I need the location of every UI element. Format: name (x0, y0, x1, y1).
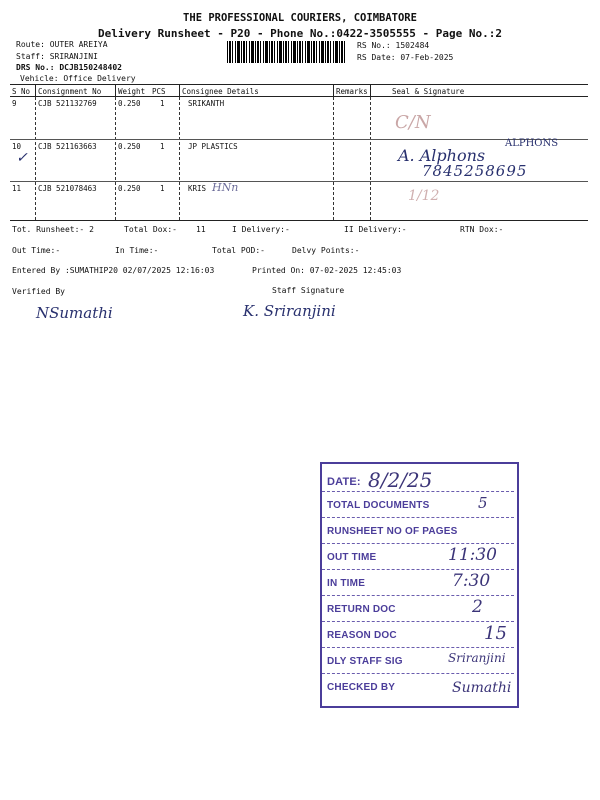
total-dox-value: 11 (196, 225, 206, 234)
table-row-weight: 0.250 (118, 184, 141, 193)
col-header-remarks: Remarks (336, 87, 368, 96)
staff-label: Staff: SRIRANJINI (16, 52, 98, 61)
stamp-label-in-time: IN TIME (327, 578, 366, 589)
table-row-consignee: KRIS (188, 184, 207, 193)
row9-signature: C/N (395, 112, 431, 133)
stamp-label-runsheet-pages: RUNSHEET NO OF PAGES (327, 526, 458, 537)
stamp-divider (322, 569, 514, 570)
stamp-label-dly-staff-sig: DLY STAFF SIG (327, 656, 403, 667)
col-dash (179, 97, 181, 220)
col-sep (333, 84, 334, 97)
stamp-divider (322, 543, 514, 544)
stamp-value-checked-by: Sumathi (452, 680, 512, 696)
rs-date: RS Date: 07-Feb-2025 (357, 53, 454, 62)
table-row-pcs: 1 (160, 99, 165, 108)
vehicle-label: Vehicle: Office Delivery (20, 74, 136, 83)
col-dash (370, 97, 372, 220)
table-row-pcs: 1 (160, 142, 165, 151)
stamp-value-in-time: 7:30 (452, 571, 491, 591)
row11-signature: 1/12 (408, 188, 440, 204)
col-sep (115, 84, 116, 97)
row-divider (10, 139, 588, 140)
col-header-seal: Seal & Signature (392, 87, 465, 96)
runsheet-subtitle: Delivery Runsheet - P20 - Phone No.:0422-3505555 - Page No.:2 (98, 27, 502, 40)
table-row-sno: 11 (12, 184, 22, 193)
col-header-consignee: Consignee Details (182, 87, 259, 96)
col-sep (35, 84, 36, 97)
table-row-consignment: CJB 521078463 (38, 184, 97, 193)
stamp-label-total-documents: TOTAL DOCUMENTS (327, 500, 430, 511)
col-sep (370, 84, 371, 97)
stamp-label-return-doc: RETURN DOC (327, 604, 396, 615)
col-sep (179, 84, 180, 97)
stamp-divider (322, 491, 514, 492)
verified-by-signature: NSumathi (36, 304, 113, 322)
staff-signature-label: Staff Signature (272, 286, 345, 295)
stamp-value-out-time: 11:30 (448, 545, 497, 565)
row10-signature: A. Alphons (398, 146, 486, 165)
stamp-divider (322, 647, 514, 648)
stamp-divider (322, 517, 514, 518)
table-row-sno: 10 (12, 142, 22, 151)
stamp-value-return-doc: 2 (472, 597, 483, 617)
in-time: In Time:- (115, 246, 159, 255)
out-time: Out Time:- (12, 246, 61, 255)
col-header-sno: S No (12, 87, 31, 96)
stamp-value-reason-doc: 15 (484, 623, 507, 644)
stamp-date-label: DATE: (327, 476, 361, 488)
ii-delivery: II Delivery:- (344, 225, 407, 234)
route-label: Route: OUTER AREIYA (16, 40, 108, 49)
stamp-value-total-documents: 5 (478, 494, 488, 512)
row10-tick: ✓ (16, 150, 28, 166)
drs-number: DRS No.: DCJB150248402 (16, 63, 122, 72)
table-top-border (10, 84, 588, 85)
rs-number: RS No.: 1502484 (357, 41, 430, 50)
table-row-consignment: CJB 521132769 (38, 99, 97, 108)
printed-on: Printed On: 07-02-2025 12:45:03 (252, 266, 402, 275)
col-header-consignment: Consignment No (38, 87, 102, 96)
total-pod: Total POD:- (212, 246, 265, 255)
table-row-pcs: 1 (160, 184, 165, 193)
stamp-label-out-time: OUT TIME (327, 552, 377, 563)
col-dash (35, 97, 37, 220)
table-row-weight: 0.250 (118, 142, 141, 151)
delvy-points: Delvy Points:- (292, 246, 360, 255)
staff-signature: K. Sriranjini (243, 302, 336, 320)
stamp-value-dly-staff-sig: Sriranjini (448, 651, 506, 665)
stamp-divider (322, 673, 514, 674)
stamp-label-checked-by: CHECKED BY (327, 682, 396, 693)
stamp-label-reason-doc: REASON DOC (327, 630, 397, 641)
stamp-divider (322, 621, 514, 622)
table-row-sno: 9 (12, 99, 17, 108)
table-bottom-border (10, 220, 588, 221)
row10-phone: 7845258695 (422, 162, 528, 180)
table-row-consignment: CJB 521163663 (38, 142, 97, 151)
col-dash (333, 97, 335, 220)
total-dox-label: Total Dox:- (124, 225, 177, 234)
table-row-weight: 0.250 (118, 99, 141, 108)
row10-name: ALPHONS (505, 138, 559, 149)
table-row-consignee: JP PLASTICS (188, 142, 238, 151)
col-header-pcs: PCS (152, 87, 166, 96)
col-dash (115, 97, 117, 220)
i-delivery: I Delivery:- (232, 225, 290, 234)
stamp-date-value: 8/2/25 (368, 468, 433, 492)
rtn-dox: RTN Dox:- (460, 225, 504, 234)
barcode-image (227, 41, 345, 63)
table-header-border (10, 96, 588, 97)
stamp-divider (322, 595, 514, 596)
row-divider (10, 181, 588, 182)
row11-handwritten-name: HNn (212, 181, 239, 194)
entered-by: Entered By :SUMATHIP20 02/07/2025 12:16:03 (12, 266, 215, 275)
verified-by-label: Verified By (12, 287, 65, 296)
company-title: THE PROFESSIONAL COURIERS, COIMBATORE (183, 12, 417, 24)
col-header-weight: Weight (118, 87, 146, 96)
table-row-consignee: SRIKANTH (188, 99, 225, 108)
tot-runsheet: Tot. Runsheet:- 2 (12, 225, 94, 234)
